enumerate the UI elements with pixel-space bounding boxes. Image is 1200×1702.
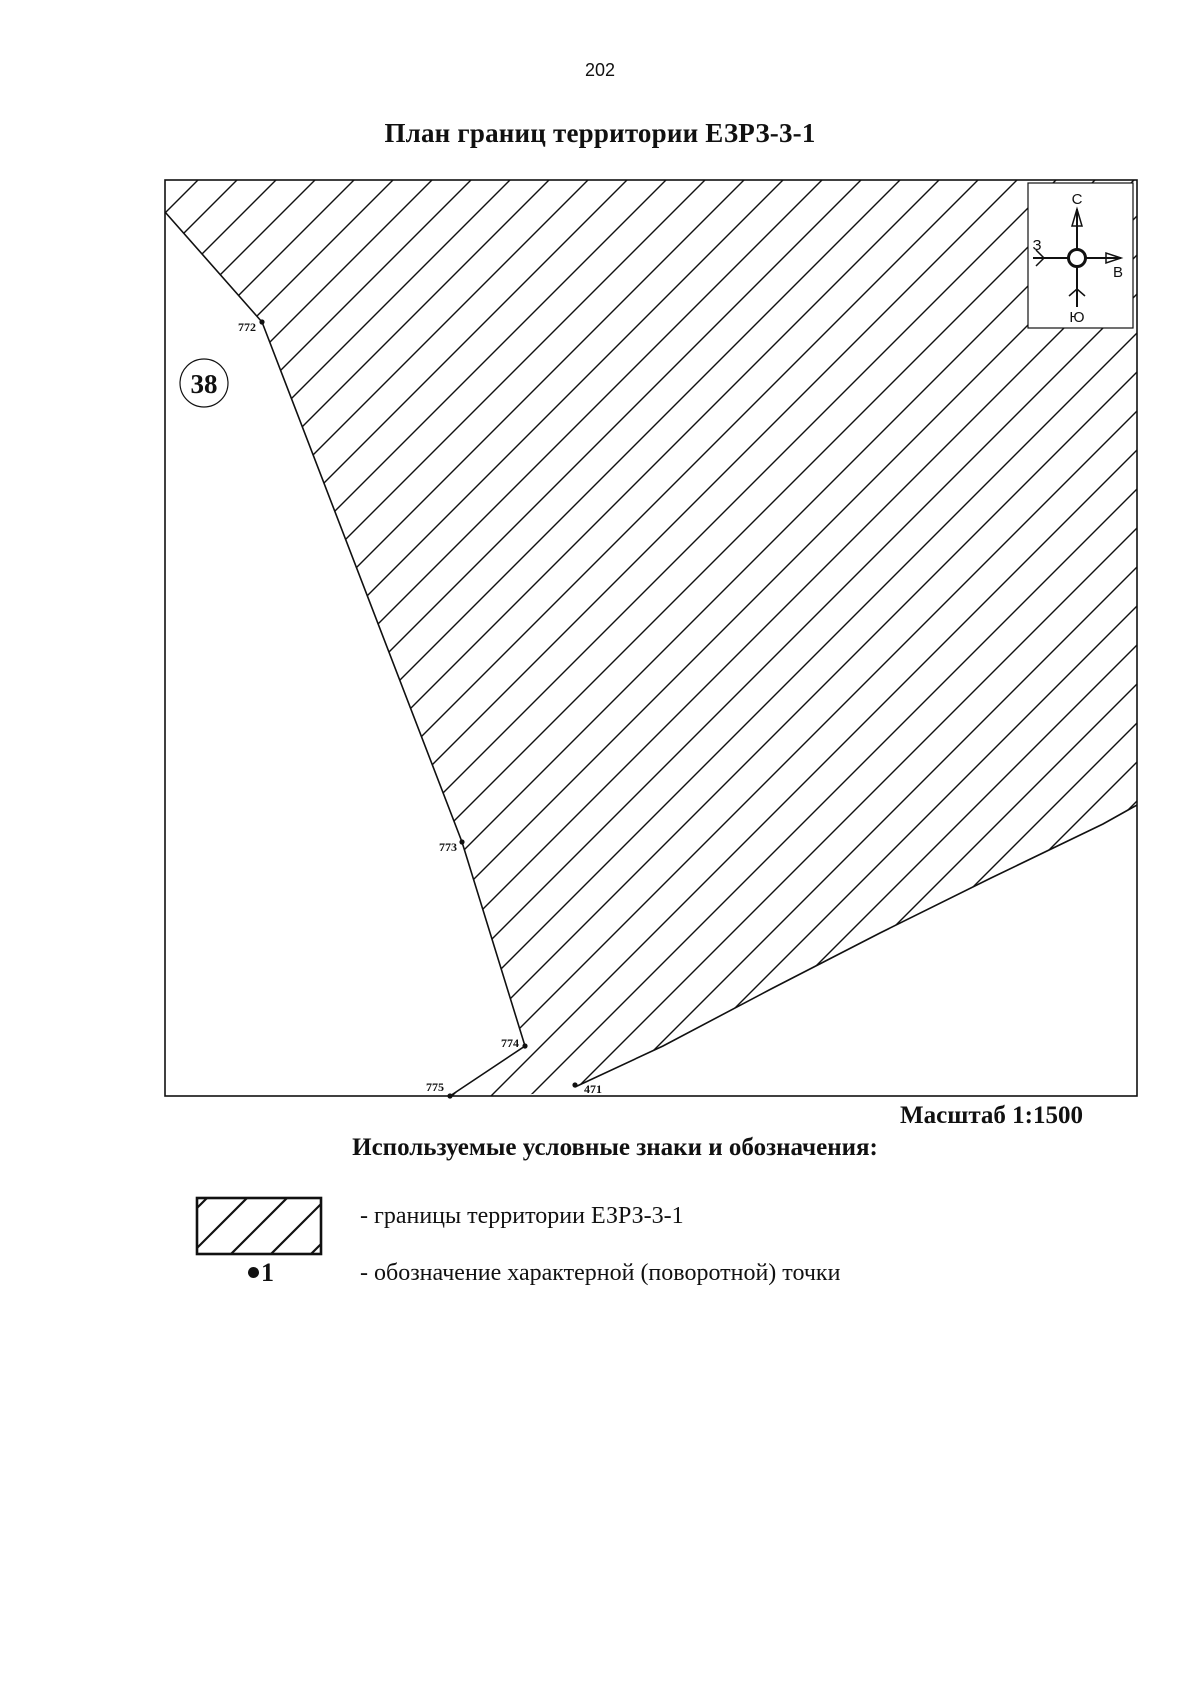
hatch-line [0,0,612,1400]
hatch-line [0,0,651,1400]
boundary-point-label: 774 [501,1036,519,1050]
hatch-line [0,0,729,1400]
legend-point-symbol [248,1258,274,1288]
boundary-points [238,319,602,1098]
block-number-marker [180,359,228,407]
boundary-point-label: 471 [584,1082,602,1096]
boundary-point-label: 775 [426,1080,444,1094]
hatch-line [0,0,495,1400]
legend-item-boundary-text: - границы территории ЕЗРЗ-3-1 [360,1203,684,1229]
boundary-point-marker [459,839,464,844]
hatch-line [0,0,573,1400]
compass-east-label: В [1112,264,1124,281]
hatch-line [0,0,339,1400]
hatch-line [0,0,300,1400]
boundary-point-marker [522,1043,527,1048]
legend-hatch-line [175,1190,255,1270]
legend-hatch-symbol [135,1190,415,1270]
boundary-point-label: 772 [238,320,256,334]
hatch-line [850,0,1200,1400]
compass-north-label: С [1071,191,1083,208]
map-frame [165,180,1137,1096]
block-number-label: 38 [190,369,218,399]
compass-south-label: Ю [1069,309,1085,326]
boundary-point-marker [572,1082,577,1087]
map-scale: Масштаб 1:1500 [900,1102,1083,1129]
point-dot-icon [248,1267,259,1278]
hatch-line [772,0,1200,1400]
legend-title: Используемые условные знаки и обозначения: [352,1134,878,1161]
page-title: План границ территории ЕЗРЗ-3-1 [384,118,816,148]
hatch-line [0,0,417,1400]
legend-hatch-line [135,1190,215,1270]
boundary-point-marker [447,1093,452,1098]
legend-hatch-line [295,1190,375,1270]
legend-item-point-text: - обозначение характерной (поворотной) точки [360,1260,841,1286]
boundary-point-marker [259,319,264,324]
boundary-point-label: 773 [439,840,457,854]
hatch-line [0,0,378,1400]
legend-hatch-line [335,1190,415,1270]
hatch-line [0,0,534,1400]
compass-rose [1028,183,1133,328]
compass-west-label: З [1032,237,1042,254]
page-number: 202 [584,60,616,80]
hatch-line [0,0,690,1400]
legend-point-number: 1 [261,1258,274,1287]
hatch-line [0,0,456,1400]
